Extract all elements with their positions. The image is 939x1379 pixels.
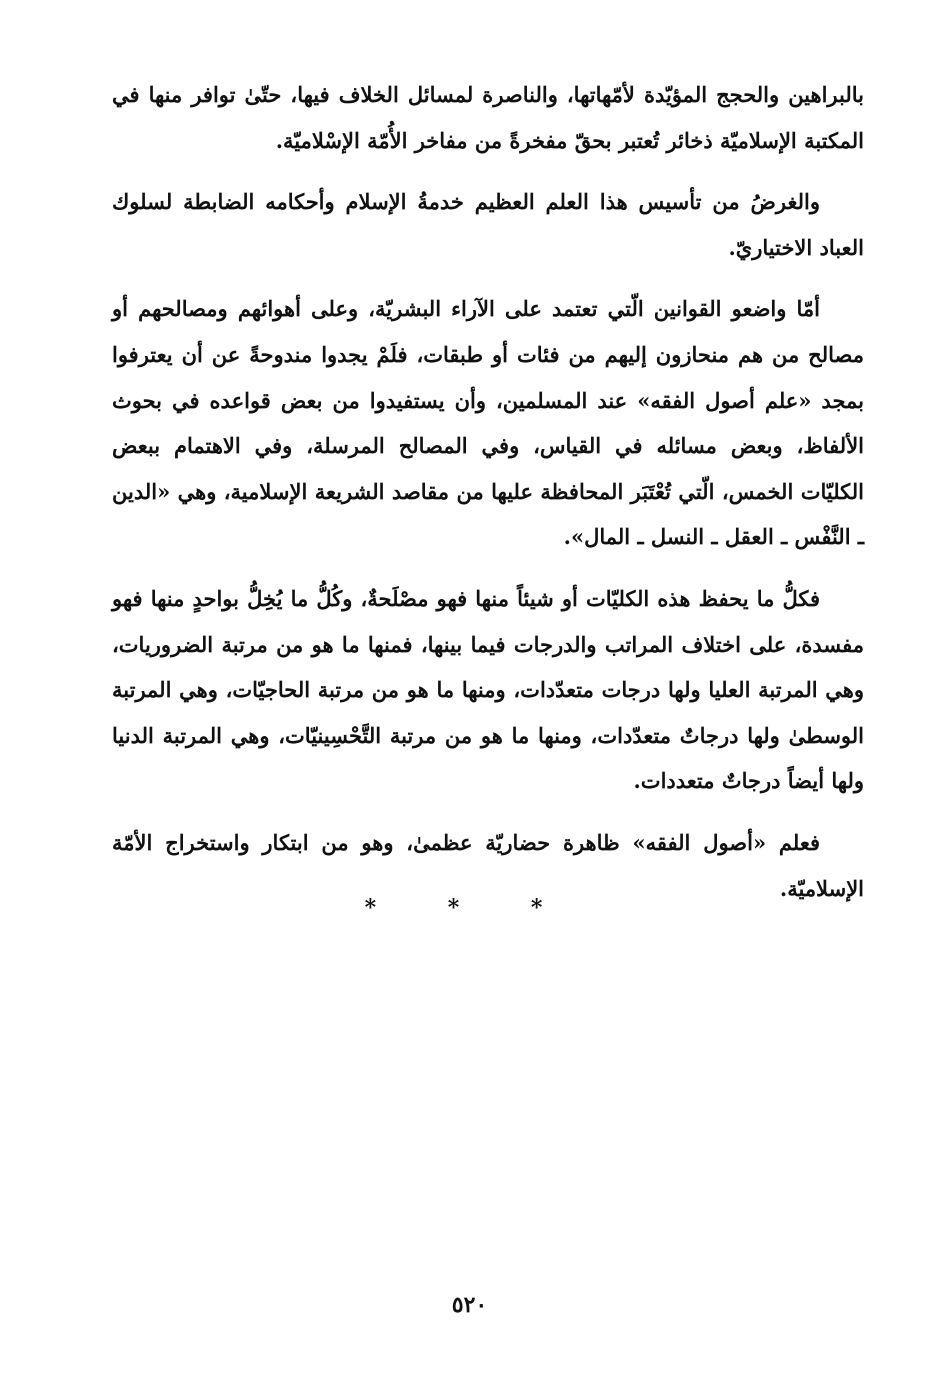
line: الأمّة الإسلاميّة. bbox=[112, 829, 864, 901]
page-number: ٥٢٠ bbox=[451, 1292, 488, 1318]
line: فكلُّ ما يحفظ هذه الكليّات أو شيئاً منها فهو مصْلَحةٌ، وكُلُّ ما يُخِلُّ bbox=[247, 585, 820, 611]
line: أمّا واضعو القوانين الّتي تعتمد على الآراء البشريّة، وعلى أهوائهم bbox=[237, 296, 820, 322]
line: من بعض قواعده في بحوث الألفاظ، وبعض مسائله في القياس، وفي المصالح bbox=[112, 387, 865, 459]
line: هو من مرتبة الحاجيّات، وهي المرتبة الوسطىٰ ولها درجاتٌ متعدّدات، ومنها ما bbox=[112, 677, 864, 748]
paragraph-1 bbox=[112, 72, 864, 163]
body-text bbox=[112, 72, 864, 927]
line: منها في المكتبة الإسلاميّة ذخائر تُعتبر بحقّ مفخرةً من مفاخر الأُمّة الإسْلاميّة. bbox=[112, 82, 864, 153]
line: ومصالحهم أو مصالح من هم منحازون إليهم من فئات أو طبقات، فلَمْ يجدوا bbox=[112, 296, 864, 367]
section-separator: * * * bbox=[364, 895, 575, 921]
paragraph-2 bbox=[112, 179, 864, 270]
line: مقاصد الشريعة الإسلامية، وهي «الدين ـ النَّفْس ـ العقل ـ النسل ـ المال». bbox=[112, 478, 864, 550]
line: بواحدٍ منها فهو مفسدة، على اختلاف المراتب والدرجات فيما بينها، فمنها ما bbox=[112, 585, 864, 657]
paragraph-3 bbox=[112, 286, 864, 560]
paragraph-4 bbox=[112, 576, 864, 804]
line: لسلوك العباد الاختياريّ. bbox=[112, 189, 864, 260]
line: هو من مرتبة التَّحْسِينيّات، وهي المرتبة الدنيا ولها أيضاً درجاتٌ متعددات. bbox=[112, 722, 864, 794]
line: مندوحةً عن أن يعترفوا بمجد «علم أصول الفقه» عند المسلمين، وأن يستفيدوا bbox=[112, 341, 864, 413]
line: المرسلة، وفي الاهتمام ببعض الكليّات الخمس، الّتي تُعْتَبَر المحافظة عليها من bbox=[112, 433, 864, 504]
line: هو من مرتبة الضروريات، وهي المرتبة العليا ولها درجات متعدّدات، ومنها ما bbox=[112, 631, 865, 703]
line: والغرضُ من تأسيس هذا العلم العظيم خدمةُ الإسلام وأحكامه الضابطة bbox=[183, 189, 820, 215]
line: بالبراهين والحجج المؤيّدة لأمّهاتها، والناصرة لمسائل الخلاف فيها، حتّىٰ توافر bbox=[191, 82, 864, 107]
line: فعلم «أصول الفقه» ظاهرة حضاريّة عظمىٰ، وهو من ابتكار واستخراج bbox=[165, 829, 821, 855]
